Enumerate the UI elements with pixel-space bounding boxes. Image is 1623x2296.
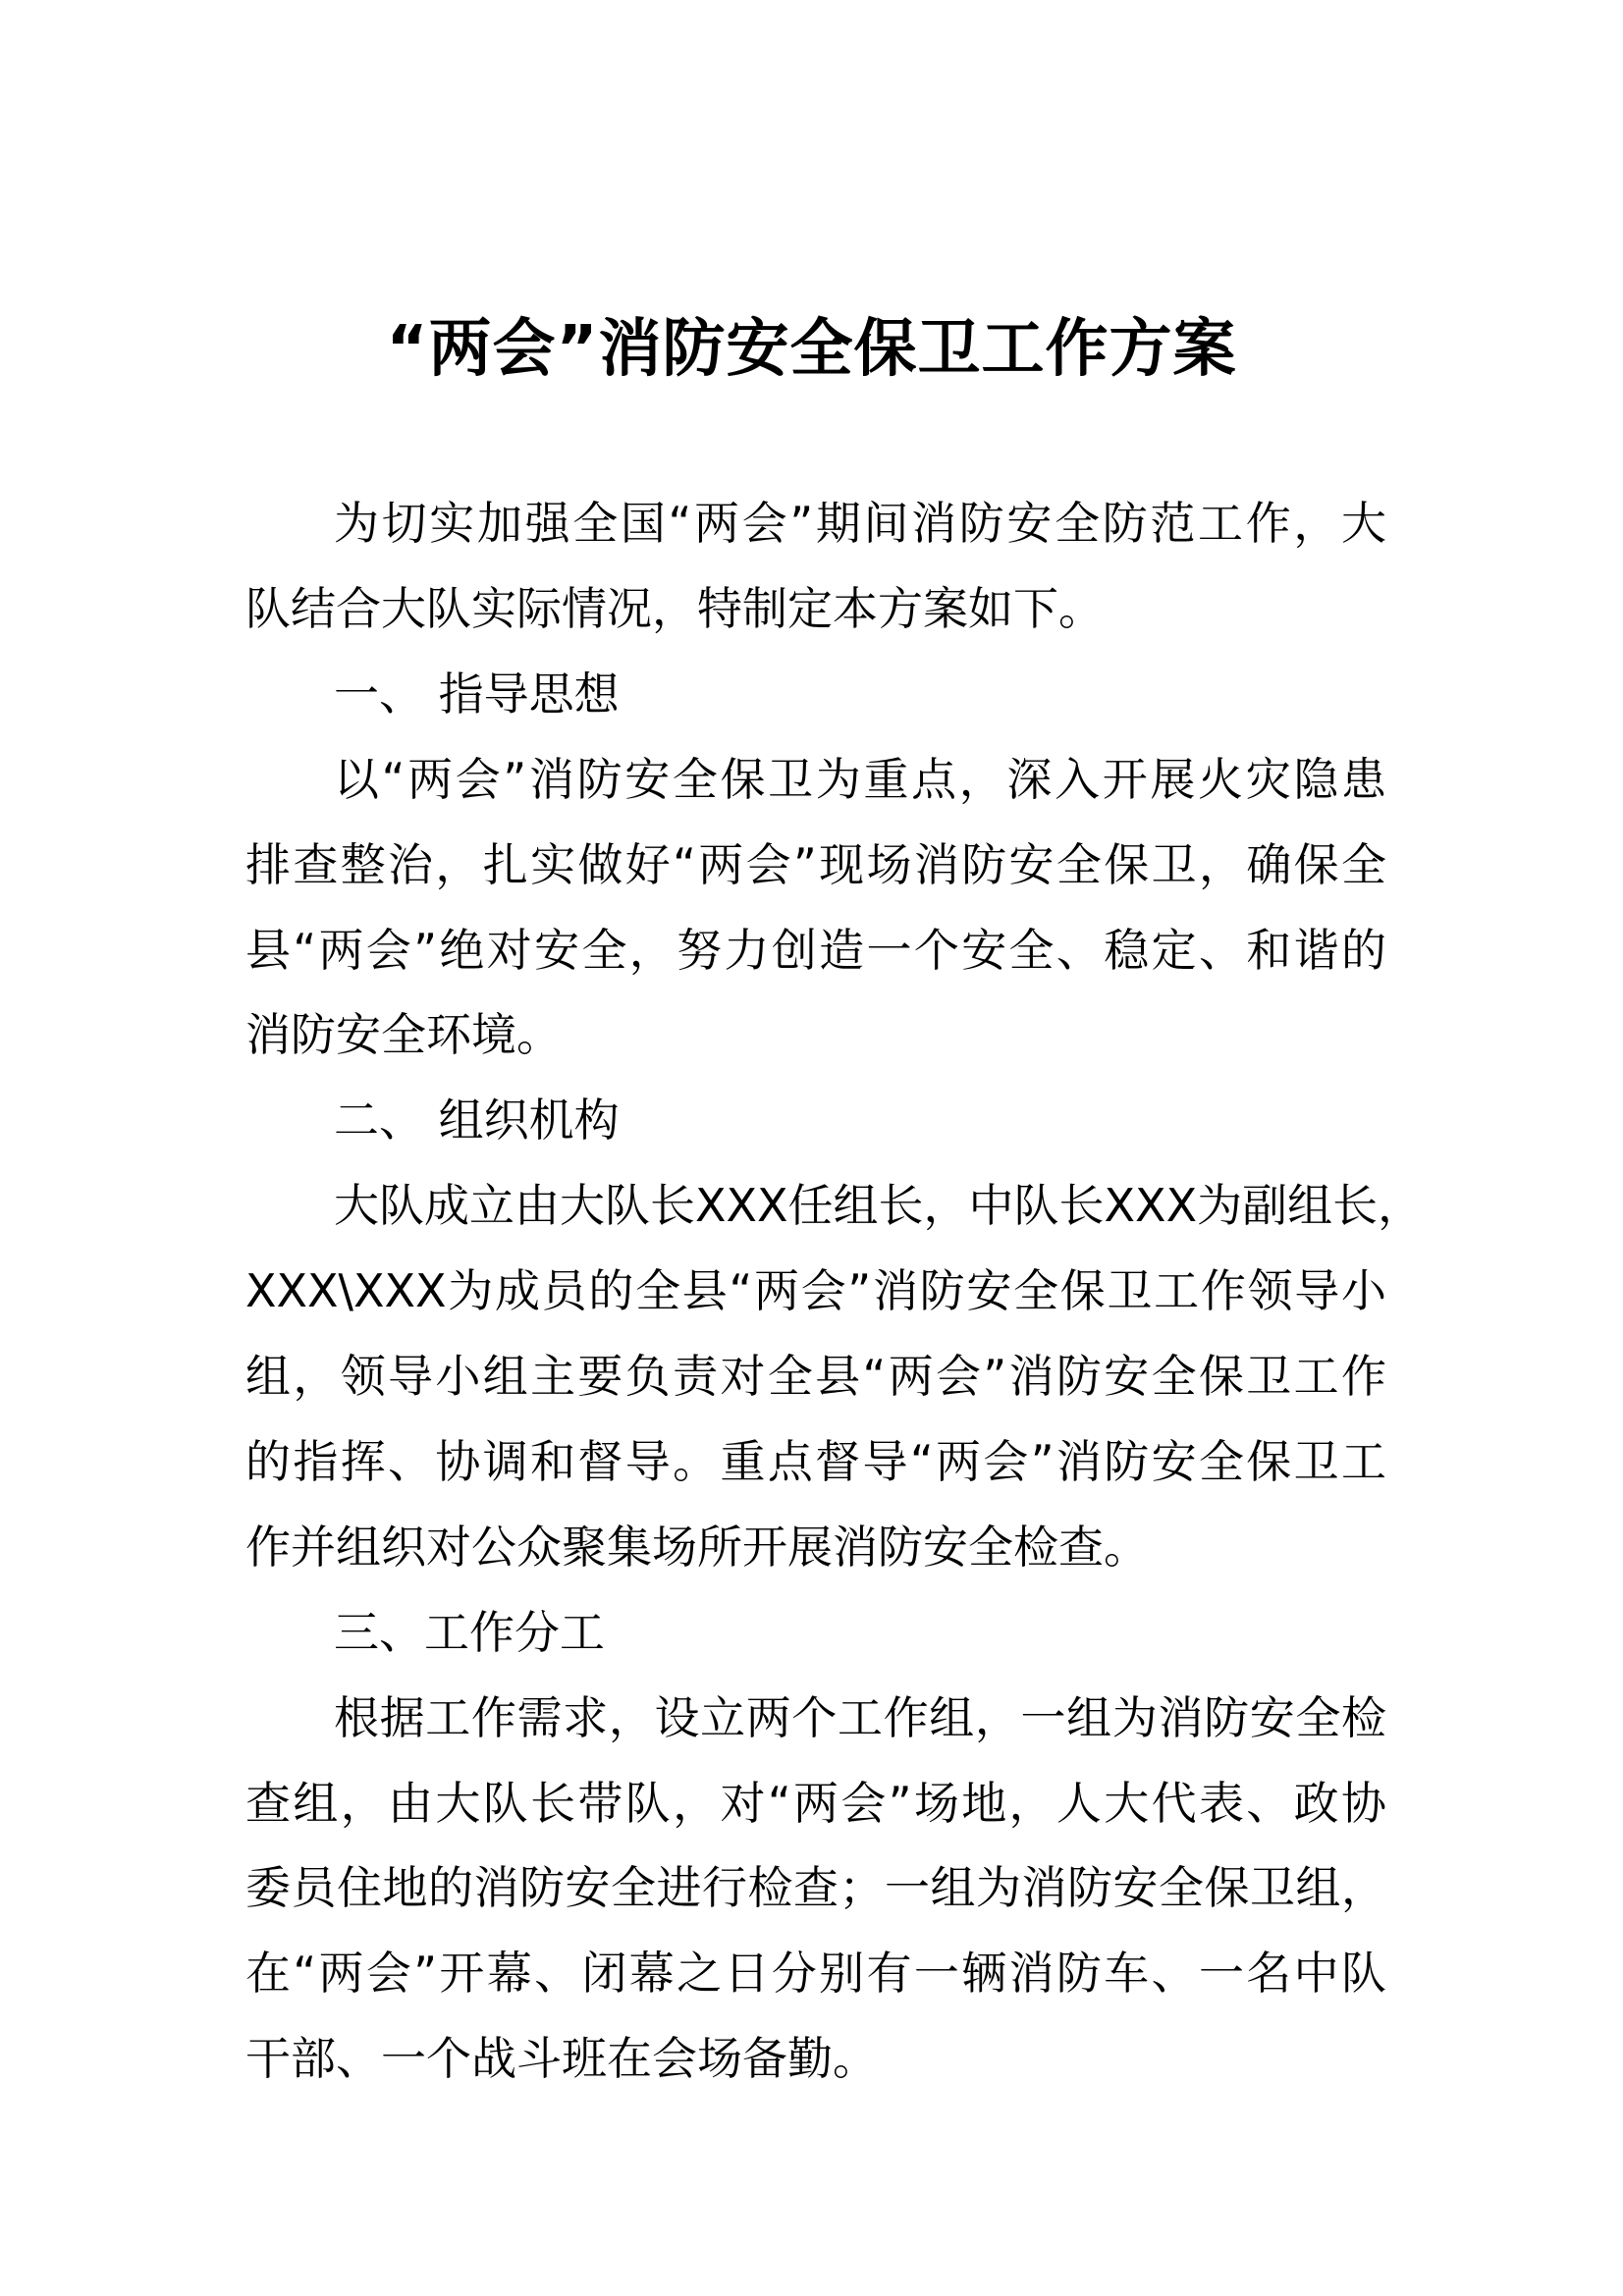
- paragraph-line: 为切实加强全国“两会”期间消防安全防范工作，大: [334, 497, 1386, 550]
- paragraph-line: 在“两会”开幕、闭幕之日分别有一辆消防车、一名中队: [245, 1947, 1386, 2001]
- section-heading: 三、工作分工: [334, 1605, 605, 1659]
- paragraph-line: 排查整治，扎实做好“两会”现场消防安全保卫，确保全: [245, 837, 1386, 891]
- section-heading: 一、 指导思想: [334, 667, 620, 721]
- paragraph-line: XXX\XXX为成员的全县“两会”消防安全保卫工作领导小: [245, 1264, 1386, 1318]
- document-title: “两会”消防安全保卫工作方案: [386, 313, 1237, 386]
- paragraph-line: 大队成立由大队长XXX任组长，中队长XXX为副组长，: [334, 1179, 1424, 1233]
- section-heading: 二、 组织机构: [334, 1094, 620, 1148]
- paragraph-line: 查组，由大队长带队，对“两会”场地，人大代表、政协: [245, 1776, 1386, 1830]
- paragraph-line: 委员住地的消防安全进行检查；一组为消防安全保卫组，: [245, 1861, 1386, 1915]
- paragraph-line: 队结合大队实际情况，特制定本方案如下。: [245, 581, 1104, 635]
- paragraph-line: 以“两会”消防安全保卫为重点，深入开展火灾隐患: [334, 752, 1386, 806]
- paragraph-line: 作并组织对公众聚集场所开展消防安全检查。: [245, 1520, 1149, 1574]
- paragraph-line: 干部、一个战斗班在会场备勤。: [245, 2032, 878, 2086]
- paragraph-line: 根据工作需求，设立两个工作组，一组为消防安全检: [334, 1690, 1386, 1744]
- paragraph-line: 消防安全环境。: [245, 1008, 562, 1062]
- paragraph-line: 的指挥、协调和督导。重点督导“两会”消防安全保卫工: [245, 1434, 1386, 1488]
- paragraph-line: 县“两会”绝对安全，努力创造一个安全、稳定、和谐的: [245, 923, 1386, 977]
- paragraph-line: 组，领导小组主要负责对全县“两会”消防安全保卫工作: [245, 1350, 1386, 1403]
